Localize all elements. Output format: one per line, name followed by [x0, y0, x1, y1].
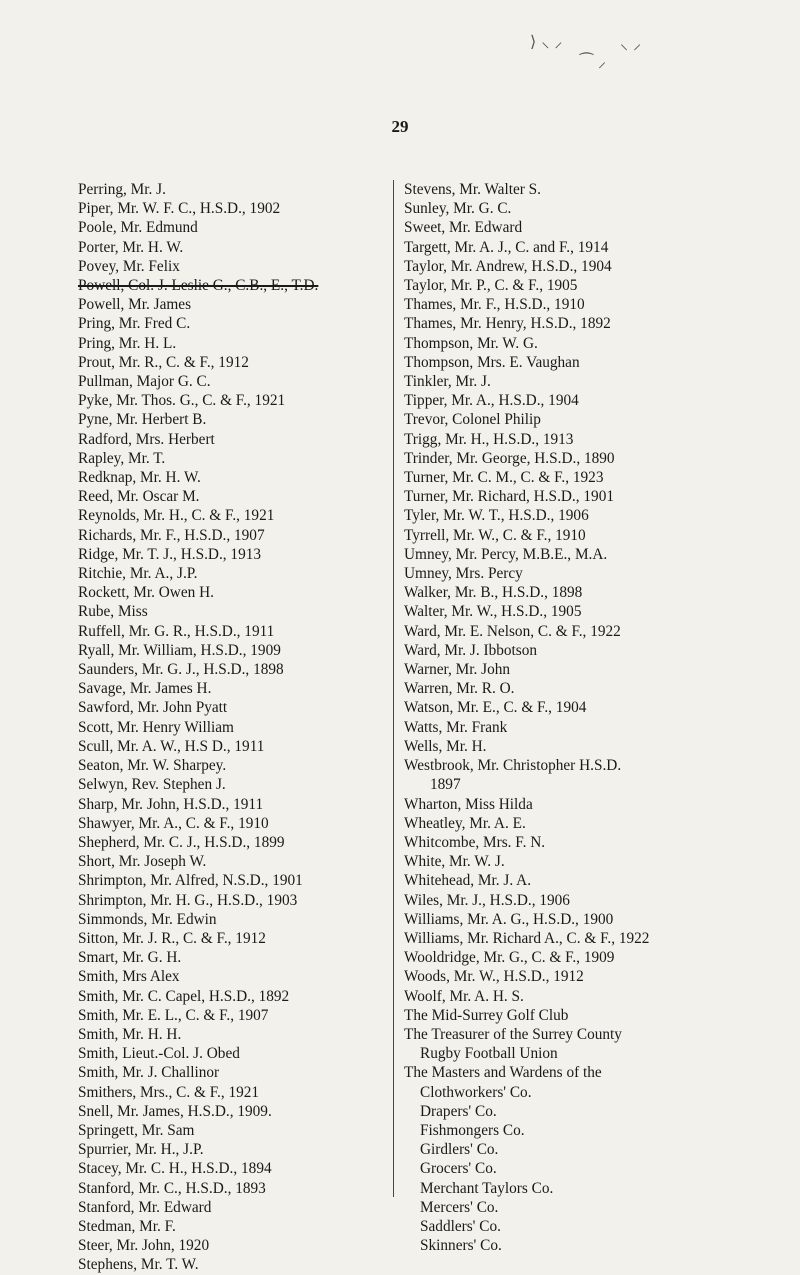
list-item: Rube, Miss	[78, 603, 148, 621]
list-item: Snell, Mr. James, H.S.D., 1909.	[78, 1102, 272, 1120]
list-item: Smith, Mr. J. Challinor	[78, 1064, 220, 1082]
list-item: Thames, Mr. F., H.S.D., 1910	[404, 296, 585, 314]
list-item: Ryall, Mr. William, H.S.D., 1909	[78, 641, 281, 659]
list-item: Pyke, Mr. Thos. G., C. & F., 1921	[78, 392, 286, 410]
list-item: Ruffell, Mr. G. R., H.S.D., 1911	[78, 622, 275, 640]
list-item: 1897	[430, 776, 461, 794]
list-item: Spurrier, Mr. H., J.P.	[78, 1141, 204, 1159]
pencil-mark-icon: ⁀ ⸝	[580, 52, 606, 71]
list-item: Clothworkers' Co.	[420, 1083, 532, 1101]
list-item: Whitehead, Mr. J. A.	[404, 872, 532, 890]
list-item: Rockett, Mr. Owen H.	[78, 584, 214, 602]
pencil-marks	[520, 22, 660, 92]
list-item: Fishmongers Co.	[420, 1121, 525, 1139]
list-item: Sunley, Mr. G. C.	[404, 200, 512, 218]
list-item: Springett, Mr. Sam	[78, 1121, 195, 1139]
list-item: Whitcombe, Mrs. F. N.	[404, 833, 546, 851]
list-item: Smith, Lieut.-Col. J. Obed	[78, 1045, 240, 1063]
list-item: Powell, Mr. James	[78, 296, 192, 314]
list-item: Shawyer, Mr. A., C. & F., 1910	[78, 814, 269, 832]
list-item: Sawford, Mr. John Pyatt	[78, 699, 228, 717]
list-item: Shrimpton, Mr. H. G., H.S.D., 1903	[78, 891, 298, 909]
list-item: Radford, Mrs. Herbert	[78, 430, 215, 448]
list-item: The Treasurer of the Surrey County	[404, 1025, 622, 1043]
list-item: Smithers, Mrs., C. & F., 1921	[78, 1083, 260, 1101]
list-item: Tyrrell, Mr. W., C. & F., 1910	[404, 526, 586, 544]
list-item: Smith, Mrs Alex	[78, 968, 180, 986]
list-item: Watts, Mr. Frank	[404, 718, 508, 736]
list-item: Pring, Mr. H. L.	[78, 334, 177, 352]
list-item: Williams, Mr. A. G., H.S.D., 1900	[404, 910, 614, 928]
list-item: Grocers' Co.	[420, 1160, 497, 1178]
list-item: Taylor, Mr. P., C. & F., 1905	[404, 277, 578, 295]
list-item: Rapley, Mr. T.	[78, 449, 166, 467]
list-item: Simmonds, Mr. Edwin	[78, 910, 217, 928]
list-item: Wiles, Mr. J., H.S.D., 1906	[404, 891, 570, 909]
list-item: Smart, Mr. G. H.	[78, 949, 182, 967]
list-item: Powell, Col. J. Leslie G., C.B., E., T.D.	[78, 277, 319, 295]
list-item: Turner, Mr. Richard, H.S.D., 1901	[404, 488, 615, 506]
list-item: Sweet, Mr. Edward	[404, 219, 523, 237]
list-item: Thompson, Mrs. E. Vaughan	[404, 353, 580, 371]
list-item: Povey, Mr. Felix	[78, 257, 180, 275]
list-item: Sharp, Mr. John, H.S.D., 1911	[78, 795, 264, 813]
list-item: Scull, Mr. A. W., H.S D., 1911	[78, 737, 265, 755]
left-column	[78, 180, 378, 1275]
list-item: Stephens, Mr. T. W.	[78, 1256, 199, 1274]
list-item: Tipper, Mr. A., H.S.D., 1904	[404, 392, 579, 410]
list-item: Perring, Mr. J.	[78, 181, 166, 198]
list-item: Sitton, Mr. J. R., C. & F., 1912	[78, 929, 266, 947]
list-item: Watson, Mr. E., C. & F., 1904	[404, 699, 587, 717]
list-item: Turner, Mr. C. M., C. & F., 1923	[404, 469, 604, 487]
right-column	[404, 180, 744, 1255]
list-item: Williams, Mr. Richard A., C. & F., 1922	[404, 929, 650, 947]
list-item: Thompson, Mr. W. G.	[404, 334, 538, 352]
list-item: Mercers' Co.	[420, 1198, 499, 1216]
list-item: Stevens, Mr. Walter S.	[404, 181, 541, 198]
list-item: Stacey, Mr. C. H., H.S.D., 1894	[78, 1160, 272, 1178]
list-item: Westbrook, Mr. Christopher H.S.D.	[404, 757, 622, 775]
list-item: Tyler, Mr. W. T., H.S.D., 1906	[404, 507, 589, 525]
list-item: Smith, Mr. E. L., C. & F., 1907	[78, 1006, 269, 1024]
list-item: Woolf, Mr. A. H. S.	[404, 987, 524, 1005]
list-item: Wheatley, Mr. A. E.	[404, 814, 526, 832]
list-item: Walter, Mr. W., H.S.D., 1905	[404, 603, 582, 621]
list-item: Woods, Mr. W., H.S.D., 1912	[404, 968, 584, 986]
list-item: Umney, Mr. Percy, M.B.E., M.A.	[404, 545, 608, 563]
list-item: Savage, Mr. James H.	[78, 680, 212, 698]
list-item: Wooldridge, Mr. G., C. & F., 1909	[404, 949, 615, 967]
list-item: Ward, Mr. J. Ibbotson	[404, 641, 538, 659]
list-item: Smith, Mr. H. H.	[78, 1025, 182, 1043]
list-item: Ward, Mr. E. Nelson, C. & F., 1922	[404, 622, 621, 640]
list-item: Tinkler, Mr. J.	[404, 373, 491, 391]
list-item: Poole, Mr. Edmund	[78, 219, 198, 237]
list-item: Warren, Mr. R. O.	[404, 680, 515, 698]
list-item: Redknap, Mr. H. W.	[78, 469, 201, 487]
list-item: Girdlers' Co.	[420, 1141, 499, 1159]
list-item: Drapers' Co.	[420, 1102, 497, 1120]
list-item: Trevor, Colonel Philip	[404, 411, 541, 429]
list-item: Ridge, Mr. T. J., H.S.D., 1913	[78, 545, 262, 563]
list-item: Stedman, Mr. F.	[78, 1217, 176, 1235]
list-item: White, Mr. W. J.	[404, 853, 505, 871]
list-item: Trigg, Mr. H., H.S.D., 1913	[404, 430, 574, 448]
list-item: Targett, Mr. A. J., C. and F., 1914	[404, 238, 609, 256]
list-item: Steer, Mr. John, 1920	[78, 1237, 210, 1255]
list-item: Taylor, Mr. Andrew, H.S.D., 1904	[404, 257, 612, 275]
list-item: Stanford, Mr. C., H.S.D., 1893	[78, 1179, 266, 1197]
list-item: Merchant Taylors Co.	[420, 1179, 554, 1197]
list-item: Skinners' Co.	[420, 1237, 502, 1255]
list-item: Smith, Mr. C. Capel, H.S.D., 1892	[78, 987, 290, 1005]
list-item: Piper, Mr. W. F. C., H.S.D., 1902	[78, 200, 281, 218]
list-item: Selwyn, Rev. Stephen J.	[78, 776, 226, 794]
list-item: Seaton, Mr. W. Sharpey.	[78, 757, 227, 775]
list-item: Pullman, Major G. C.	[78, 373, 211, 391]
list-item: Wharton, Miss Hilda	[404, 795, 533, 813]
list-item: Walker, Mr. B., H.S.D., 1898	[404, 584, 583, 602]
list-item: Warner, Mr. John	[404, 661, 511, 679]
list-item: Rugby Football Union	[420, 1045, 558, 1063]
list-item: Reynolds, Mr. H., C. & F., 1921	[78, 507, 275, 525]
list-item: Wells, Mr. H.	[404, 737, 487, 755]
list-item: The Masters and Wardens of the	[404, 1064, 602, 1082]
list-item: Saunders, Mr. G. J., H.S.D., 1898	[78, 661, 284, 679]
list-item: Reed, Mr. Oscar M.	[78, 488, 200, 506]
pencil-mark-icon: ⸜ ⸝	[620, 34, 642, 53]
list-item: Pyne, Mr. Herbert B.	[78, 411, 207, 429]
list-item: Porter, Mr. H. W.	[78, 238, 184, 256]
list-item: Richards, Mr. F., H.S.D., 1907	[78, 526, 265, 544]
list-item: The Mid-Surrey Golf Club	[404, 1006, 569, 1024]
list-item: Saddlers' Co.	[420, 1217, 501, 1235]
list-item: Short, Mr. Joseph W.	[78, 853, 207, 871]
page-number: 29	[391, 117, 409, 136]
list-item: Shrimpton, Mr. Alfred, N.S.D., 1901	[78, 872, 303, 890]
column-divider	[393, 180, 394, 1197]
pencil-mark-icon: ⟩ ⸜ ⸝	[530, 32, 563, 51]
list-item: Umney, Mrs. Percy	[404, 565, 523, 583]
list-item: Trinder, Mr. George, H.S.D., 1890	[404, 449, 615, 467]
list-item: Pring, Mr. Fred C.	[78, 315, 191, 333]
list-item: Scott, Mr. Henry William	[78, 718, 234, 736]
list-item: Shepherd, Mr. C. J., H.S.D., 1899	[78, 833, 285, 851]
list-item: Ritchie, Mr. A., J.P.	[78, 565, 198, 583]
list-item: Prout, Mr. R., C. & F., 1912	[78, 353, 249, 371]
list-item: Thames, Mr. Henry, H.S.D., 1892	[404, 315, 611, 333]
list-item: Stanford, Mr. Edward	[78, 1198, 212, 1216]
